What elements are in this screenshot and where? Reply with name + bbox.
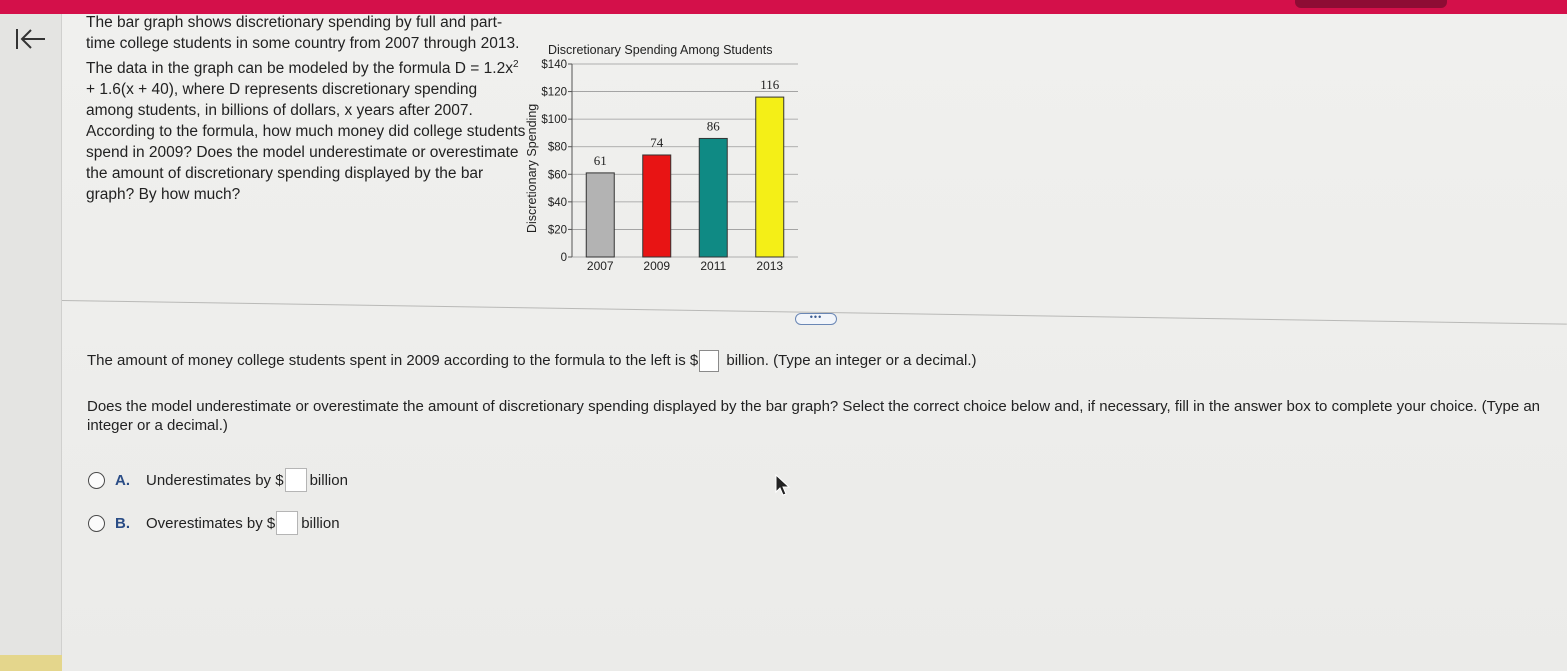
y-tick-label: $60 [547,169,567,182]
chart-x-ticks [587,259,784,273]
chart-data-labels [594,77,780,168]
left-rail [0,14,62,671]
y-tick-label: $20 [547,224,567,237]
answer-input-2009[interactable] [699,350,719,372]
y-tick-label: $40 [547,196,567,209]
mouse-cursor-icon [775,474,791,498]
chart-title: Discretionary Spending Among Students [548,43,773,57]
data-label: 86 [706,118,720,134]
x-tick-label: 2011 [700,259,727,273]
bar-2011 [699,138,727,257]
chart-ylabel: Discretionary Spending [525,103,539,233]
answer-prompt: The amount of money college students spent in 2009 according to the formula to the left is $ [87,351,699,369]
bar-2013 [756,97,784,257]
answer-suffix: billion. (Type an integer or a decimal.) [722,351,977,369]
choice-a[interactable] [88,468,348,492]
chart-y-ticks [541,59,572,264]
chart-bars [586,97,784,257]
y-tick-label: $80 [547,141,567,154]
data-label: 74 [650,134,664,150]
choice-b-text: Overestimates by $ [146,514,276,532]
question-2-text: Does the model underestimate or overestimate the amount of discretionary spending displayed by the bar graph? Select the correct choice below and, if necessary, fill in the answer box to complete your choice. (Type an integer or a decimal.) [87,398,1541,434]
back-arrow-icon[interactable] [12,26,48,52]
choice-a-letter: A. [115,471,130,489]
expand-button[interactable] [795,313,837,325]
top-bar-tab[interactable] [1295,0,1447,8]
choice-b-letter: B. [115,514,130,532]
y-tick-label: $140 [541,59,567,71]
expand-dots: ••• [809,312,823,322]
bar-2009 [643,155,671,257]
choice-a-suffix: billion [309,471,348,489]
y-tick-label: 0 [560,252,567,264]
radio-b[interactable] [88,515,105,532]
exponent: 2 [512,59,519,70]
rail-footer [0,655,62,671]
data-label: 116 [760,77,780,93]
radio-a[interactable] [88,472,105,489]
choice-a-text: Underestimates by $ [146,471,284,489]
choice-b[interactable] [88,511,340,535]
y-tick-label: $100 [541,114,567,127]
x-tick-label: 2009 [643,259,671,273]
choice-a-input[interactable] [285,468,307,492]
question-text [86,12,526,205]
answer-line-1 [87,350,977,372]
choice-b-suffix: billion [301,514,340,532]
data-label: 61 [593,152,607,168]
question-part-2: + 1.6(x + 40), where D represents discretionary spending among students, in billions of dollars, x years after 2007. According to the formula, how much money did college students spend in 2009? Does the model underestimate or overestimate the amount of discretionary spending displayed by the bar graph? By how much? [86,81,526,204]
question-part-1: The bar graph shows discretionary spending by full and part-time college students in some country from 2007 through 2013. The data in the graph can be modeled by the formula D = 1.2x [86,14,520,78]
bar-2007 [586,173,614,257]
bar-chart [520,38,820,283]
choice-b-input[interactable] [276,511,298,535]
y-tick-label: $120 [541,86,567,99]
x-tick-label: 2013 [756,259,784,273]
x-tick-label: 2007 [586,259,614,273]
